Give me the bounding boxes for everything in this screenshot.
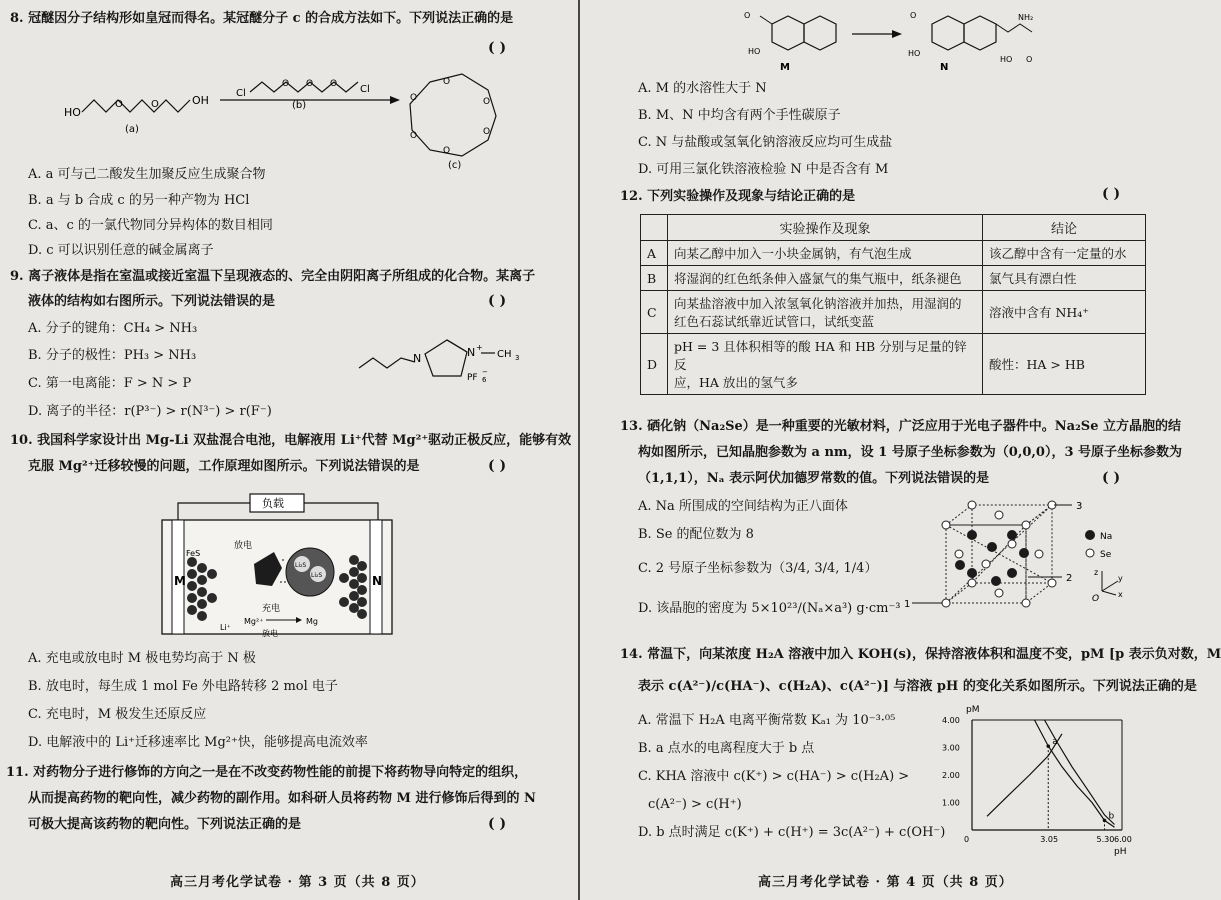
legend-na-dot xyxy=(1085,530,1095,540)
x-tick-label: 6.00 xyxy=(1114,835,1132,844)
q10-option-c: C. 充电时，M 极发生还原反应 xyxy=(28,707,207,722)
svg-text:O: O xyxy=(483,127,491,137)
q9-stem-1: 9. 离子液体是指在室温或接近室温下呈现液态的、完全由阴阳离子所组成的化合物。某离子 xyxy=(10,269,536,284)
svg-text:O: O xyxy=(1092,594,1100,604)
q8-chain-a xyxy=(82,100,190,112)
page-divider xyxy=(578,0,580,900)
q8-cl-left: Cl xyxy=(236,88,246,99)
q8-crown-ether-ring xyxy=(410,74,496,156)
q8-option-b: B. a 与 b 合成 c 的另一种产物为 HCl xyxy=(28,193,250,208)
q8-label-a: (a) xyxy=(125,124,139,135)
axes-icon xyxy=(1102,571,1118,595)
svg-text:x: x xyxy=(1118,590,1123,599)
q12-stem: 12. 下列实验操作及现象与结论正确的是 xyxy=(620,189,856,204)
point-a xyxy=(1046,744,1050,748)
table-header-row xyxy=(641,215,1146,241)
y-tick-label: 1.00 xyxy=(942,798,960,808)
label-m: M xyxy=(780,62,790,73)
q9-n1-label: N xyxy=(413,352,422,365)
svg-text:O: O xyxy=(443,77,451,87)
y-tick-label: 3.00 xyxy=(942,743,960,753)
q10-battery-diagram xyxy=(158,490,398,640)
electrode-m-label: M xyxy=(174,574,186,588)
q11-stem-3: 可极大提高该药物的靶向性。下列说法正确的是 xyxy=(28,817,302,832)
q9-answer-paren: ( ) xyxy=(488,293,507,309)
li-ion-label: Li⁺ xyxy=(220,623,231,632)
svg-text:z: z xyxy=(1094,568,1099,577)
y-tick-label: 4.00 xyxy=(942,716,960,725)
q9-ionic-liquid-structure xyxy=(355,320,525,390)
q11-option-b: B. M、N 中均含有两个手性碳原子 xyxy=(638,108,841,123)
q8-option-c: C. a、c 的一氯代物同分异构体的数目相同 xyxy=(28,218,273,233)
q8-answer-paren: ( ) xyxy=(488,40,507,56)
q12-answer-paren: ( ) xyxy=(1102,186,1121,202)
mg-ion-label: Mg²⁺ xyxy=(244,617,264,626)
svg-text:O: O xyxy=(330,79,338,89)
q9-pf6-label: PF xyxy=(467,373,478,383)
q11-option-c: C. N 与盐酸或氢氧化钠溶液反应均可生成盐 xyxy=(638,135,893,150)
q9-option-d: D. 离子的半径：r(P³⁻) > r(N³⁻) > r(F⁻) xyxy=(28,404,272,419)
svg-text:O: O xyxy=(443,146,451,156)
right-page xyxy=(582,0,1221,900)
svg-text:HO: HO xyxy=(908,49,921,58)
svg-text:+: + xyxy=(476,343,483,352)
q13-stem-3: （1,1,1），Nₐ 表示阿伏加德罗常数的值。下列说法错误的是 xyxy=(638,471,990,486)
q11-stem-2: 从而提高药物的靶向性，减少药物的副作用。如科研人员将药物 M 进行修饰后得到的 N xyxy=(28,791,536,806)
table-row: A 向某乙醇中加入一小块金属钠，有气泡生成 该乙醇中含有一定量的水 xyxy=(641,241,1146,266)
electrode-n-label: N xyxy=(372,574,383,588)
table-row: D pH = 3 且体积相等的酸 HA 和 HB 分别与足量的锌反 应，HA 放出的氢气多 酸性：HA > HB xyxy=(641,334,1146,395)
svg-text:O: O xyxy=(910,11,917,20)
q9-ch3-label: CH xyxy=(497,349,512,360)
svg-text:O: O xyxy=(115,99,123,110)
q8-option-d: D. c 可以识别任意的碱金属离子 xyxy=(28,243,214,258)
q14-stem-1: 14. 常温下，向某浓度 H₂A 溶液中加入 KOH(s)，保持溶液体积和温度不变，pM [p 表示负对数，M xyxy=(620,647,1221,662)
atom-2-label: 2 xyxy=(1066,573,1073,584)
y-tick-label: 2.00 xyxy=(942,771,960,780)
svg-text:O: O xyxy=(1026,55,1033,64)
q10-option-d: D. 电解液中的 Li⁺迁移速率比 Mg²⁺快，能够提高电流效率 xyxy=(28,735,368,750)
q9-option-b: B. 分子的极性：PH₃ > NH₃ xyxy=(28,348,197,363)
right-footer: 高三月考化学试卷 · 第 4 页（共 8 页） xyxy=(758,875,1013,890)
q8-reaction-diagram xyxy=(60,70,500,170)
q14-option-d: D. b 点时满足 c(K⁺) + c(H⁺) = 3c(A²⁻) + c(OH⁻) xyxy=(638,825,946,840)
q13-option-b: B. Se 的配位数为 8 xyxy=(638,527,754,542)
svg-text:6: 6 xyxy=(482,376,487,384)
svg-text:NH₂: NH₂ xyxy=(1018,13,1034,22)
q10-option-a: A. 充电或放电时 M 极电势均高于 N 极 xyxy=(28,651,256,666)
svg-text:HO: HO xyxy=(1000,55,1013,64)
svg-text:HO: HO xyxy=(748,47,761,56)
q10-stem-1: 10. 我国科学家设计出 Mg-Li 双盐混合电池，电解液用 Li⁺代替 Mg²⁺驱动正极反应，能够有效 xyxy=(10,433,572,448)
q11-option-a: A. M 的水溶性大于 N xyxy=(638,81,767,96)
q8-ho-label: HO xyxy=(64,106,81,119)
load-label: 负载 xyxy=(262,497,284,510)
atom-3-label: 3 xyxy=(1076,501,1083,512)
na-atoms xyxy=(955,530,1029,586)
q13-option-c: C. 2 号原子坐标参数为（3/4, 3/4, 1/4） xyxy=(638,561,878,576)
li2s-label-2: Li₂S xyxy=(311,572,323,579)
q14-option-c-1: C. KHA 溶液中 c(K⁺) > c(HA⁻) > c(H₂A) > xyxy=(638,769,910,784)
li2s-sphere xyxy=(286,548,334,596)
mg-metal-label: Mg xyxy=(306,617,318,626)
svg-text:O: O xyxy=(744,11,751,20)
point-label-a: a xyxy=(1052,737,1058,748)
table-row: C 向某盐溶液中加入浓氢氧化钠溶液并加热，用湿润的 红色石蕊试纸靠近试管口，试纸变蓝 溶液中含有 NH₄⁺ xyxy=(641,291,1146,334)
series-line-2 xyxy=(1045,720,1115,825)
left-page xyxy=(0,0,578,900)
q11-answer-paren: ( ) xyxy=(488,816,507,832)
q9-stem-2: 液体的结构如右图所示。下列说法错误的是 xyxy=(28,294,276,309)
label-n: N xyxy=(940,62,949,73)
q8-stem: 8. 冠醚因分子结构形如皇冠而得名。某冠醚分子 c 的合成方法如下。下列说法正确的是 xyxy=(10,11,514,26)
svg-text:O: O xyxy=(151,99,159,110)
q8-label-b: (b) xyxy=(292,100,307,111)
q14-pm-ph-chart xyxy=(936,700,1141,857)
svg-text:−: − xyxy=(482,368,488,376)
q8-chain-b xyxy=(250,82,358,92)
x-tick-label: 0 xyxy=(964,835,970,844)
q10-option-b: B. 放电时，每生成 1 mol Fe 外电路转移 2 mol 电子 xyxy=(28,679,338,694)
q14-option-a: A. 常温下 H₂A 电离平衡常数 Kₐ₁ 为 10⁻³·⁰⁵ xyxy=(638,713,896,728)
q8-oh-label: OH xyxy=(192,94,209,107)
q11-stem-1: 11. 对药物分子进行修饰的方向之一是在不改变药物性能的前提下将药物导向特定的组织， xyxy=(6,765,528,780)
legend-se-label: Se xyxy=(1100,550,1112,560)
q8-cl-right: Cl xyxy=(360,84,370,95)
svg-text:y: y xyxy=(1118,574,1123,583)
q10-answer-paren: ( ) xyxy=(488,458,507,474)
svg-text:O: O xyxy=(483,97,491,107)
li2s-label-1: Li₂S xyxy=(295,562,307,569)
fes-label: FeS xyxy=(186,549,201,558)
legend-se-dot xyxy=(1086,549,1094,557)
svg-text:3: 3 xyxy=(515,354,520,362)
charge-label: 充电 xyxy=(262,604,281,614)
svg-text:O: O xyxy=(410,93,418,103)
q11-structures-m-n xyxy=(742,6,1042,78)
q11-option-d: D. 可用三氯化铁溶液检验 N 中是否含有 M xyxy=(638,162,889,177)
q12-experiment-table xyxy=(640,214,1146,395)
x-tick-label: 3.05 xyxy=(1040,835,1059,844)
q14-option-b: B. a 点水的电离程度大于 b 点 xyxy=(638,741,815,756)
q8-label-c: (c) xyxy=(448,160,462,171)
series-line-0 xyxy=(987,734,1062,817)
x-axis-title: pH xyxy=(1114,847,1127,857)
y-axis-title: pM xyxy=(966,705,980,715)
legend-na-label: Na xyxy=(1100,532,1113,542)
svg-text:O: O xyxy=(306,79,314,89)
q14-stem-2: 表示 c(A²⁻)/c(HA⁻)、c(H₂A)、c(A²⁻)] 与溶液 pH 的变化关系如图所示。下列说法正确的是 xyxy=(638,679,1197,694)
header-operation: 实验操作及现象 xyxy=(668,215,983,241)
q9-option-c: C. 第一电离能：F > N > P xyxy=(28,376,192,391)
x-tick-label: 5.30 xyxy=(1096,835,1115,844)
q13-stem-2: 构如图所示，已知晶胞参数为 a nm，设 1 号原子坐标参数为（0,0,0），3 号原子坐标参数为 xyxy=(638,445,1183,460)
header-conclusion: 结论 xyxy=(983,215,1146,241)
q13-option-a: A. Na 所围成的空间结构为正八面体 xyxy=(638,499,848,514)
point-b xyxy=(1103,819,1107,823)
atom-1-label: 1 xyxy=(904,599,911,610)
q8-option-a: A. a 可与己二酸发生加聚反应生成聚合物 xyxy=(28,167,266,182)
q10-stem-2: 克服 Mg²⁺迁移较慢的问题，工作原理如图所示。下列说法错误的是 xyxy=(28,459,420,474)
discharge-label: 放电 xyxy=(234,541,253,551)
left-footer: 高三月考化学试卷 · 第 3 页（共 8 页） xyxy=(170,875,425,890)
svg-text:O: O xyxy=(282,79,290,89)
point-label-b: b xyxy=(1108,811,1115,822)
svg-text:O: O xyxy=(410,131,418,141)
q13-option-d: D. 该晶胞的密度为 5×10²³/(Nₐ×a³) g·cm⁻³ xyxy=(638,601,901,616)
q13-answer-paren: ( ) xyxy=(1102,470,1121,486)
discharge2-label: 放电 xyxy=(262,629,278,638)
table-row: B 将湿润的红色纸条伸入盛氯气的集气瓶中，纸条褪色 氯气具有漂白性 xyxy=(641,266,1146,291)
q13-crystal-cell xyxy=(904,495,1152,615)
imidazolium-ring xyxy=(425,340,467,376)
q13-stem-1: 13. 硒化钠（Na₂Se）是一种重要的光敏材料，广泛应用于光电子器件中。Na₂Se 立方晶胞的结 xyxy=(620,419,1181,434)
q9-option-a: A. 分子的键角：CH₄ > NH₃ xyxy=(28,321,198,336)
q9-n2-label: N xyxy=(467,346,476,359)
q14-option-c-2: c(A²⁻) > c(H⁺) xyxy=(648,797,742,812)
